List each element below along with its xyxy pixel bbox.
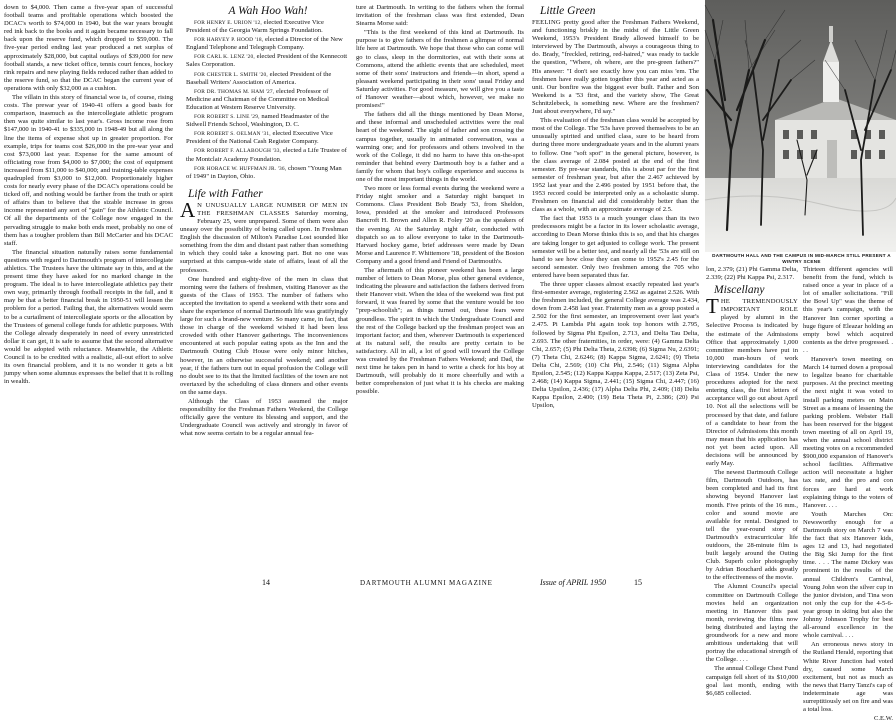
article-column-2	[180, 4, 348, 572]
lead-in: FEELING	[532, 19, 561, 26]
article-paragraph: One hundred and eighty-five of the men in class that morning were the fathers of freshmen, visiting Hanover as the guests of the Class of 1953. The number of fathers who accepted the invitation to spend a weekend with their sons and share the experience of normal Dartmouth life was gratifyingly large for such a brand-new venture. So many came, in fact, that those in charge of the weekend wished it had been less crowded with other Hanover gatherings. The inconveniences encountered at such popular eating spots as the Inn and the Dartmouth Outing Club House were only minor hitches, however, in an otherwise successful weekend; and another year, if the fathers turn out in equal profusion the College will no doubt see to its that the limited facilities of the town are not overtaxed by the scheduling of class dinners and other events on the same days.	[180, 275, 348, 396]
article-paragraph: The fathers did all the things mentioned by Dean Morse, and these informal and unscheduled activities were the real heart of the weekend. The sight of father and son crossing the campus together, usually in animated conversation, was a warming one; and for professors and others involved in the work of the College, it did no harm to have this on-the-spot reminder that behind every Dartmouth boy is a father and a family for whom that boy's college experience and success is one of the most important things in the world.	[356, 111, 524, 183]
issue-date: Issue of APRIL 1950	[540, 578, 607, 587]
wahoo-item-text: elected Professor of Medicine and Chairman of the Committee on Medical Education at Western Reserve University.	[186, 87, 330, 111]
wahoo-item-text: elected a Life Trustee of the Montclair Academy Foundation.	[186, 147, 347, 163]
article-column-6	[803, 266, 893, 723]
lead-in: N UNUSUALLY LARGE NUMBER OF MEN IN THE FRESHMAN CLASSES	[197, 201, 348, 217]
dartmouth-hall-image	[705, 0, 896, 252]
author-signature: C.E.W.	[874, 715, 893, 723]
wahoo-item	[180, 36, 348, 52]
wahoo-item-honoree: FOR ROBERT S. OELMAN '31,	[194, 131, 271, 138]
wahoo-item-text: named Headmaster of the Sidwell Friends School, Washington, D. C.	[186, 113, 329, 129]
wahoo-item-honoree: FOR DR. THOMAS M. HAM '27,	[194, 88, 275, 95]
drop-cap: A	[180, 197, 196, 222]
life-with-father-heading: Life with Father	[188, 187, 263, 200]
little-green-heading: Little Green	[540, 5, 596, 17]
article-column-5	[706, 266, 798, 697]
wahoo-section	[180, 4, 348, 181]
article-paragraph: "This is the first weekend of this kind at Dartmouth. Its purpose is to give fathers of the freshmen a glimpse of normal life here at Dartmouth. We hope that those who can come will go to class, sleep in the dormitories, eat with their sons at Commons, attend the athletic events that are scheduled, meet some of their sons' instructors and friends—in short, spend a pleasant weekend participating in their sons' usual Friday and Saturday activities. For good measure, we will give you a taste of Hanover weather—about which, however, we make no promises!"	[356, 29, 524, 110]
magazine-title: DARTMOUTH ALUMNI MAGAZINE	[360, 579, 493, 587]
article-paragraph: The annual College Chest Fund campaign fell short of its $10,000 goal last month, ending with $6,685 collected.	[706, 665, 798, 697]
page-number-left: 14	[262, 578, 270, 587]
article-paragraph: The fact that 1953 is a much younger class than its two predecessors might be a factor in its lower scholastic average, according to Dean Morse thinks this is so, and that his charges are taking longer to get adjusted to college work. The present semester will be a better test, and nearly all the '53s are still on hand to see how close they can come to 1952's 2.45 for the second semester. Only two freshmen among the 705 who entered have been separated thus far.	[532, 215, 699, 279]
article-column-4	[532, 4, 699, 572]
article-paragraph: ture at Dartmouth. In writing to the fathers when the formal invitation of the freshman class was first extended, Dean Stearns Morse said:	[356, 4, 524, 28]
wahoo-item-honoree: FOR CHESTER L. SMITH '20,	[194, 71, 268, 78]
wahoo-item	[180, 53, 348, 69]
article-paragraph: lon, 2.379; (21) Phi Gamma Delta, 2.339; (22) Phi Kappa Psi, 2.317.	[706, 266, 798, 282]
wahoo-heading: A Wah Hoo Wah!	[228, 5, 308, 17]
campus-photo	[705, 0, 896, 252]
article-paragraph: The financial situation naturally raises some fundamental questions with regard to Dartmouth's program of intercollegiate athletics. The Trustees have the ultimate say in this, and at the present time they have asked for no marked change in the program. The ideal is to have intercollegiate athletics pay their own way, primarily through football receipts in the fall, and it may be that a better financial break in 1950-51 will lessen the problem for a period. Failing that, the alternatives would seem to be a curtailment of intercollegiate sports or the allocation by the Trustees of general college funds for athletic purposes. With the College already desperately in need of every unrestricted dollar it can get, it is safe to assume that the second alternative would be adopted with reluctance. Meanwhile, the Athletic Council is to be credited with a realistic, all-out effort to solve its own financial problem, and it is no wonder it gets a bit jumpy when some alumnus expresses the belief that it is rolling in wealth.	[4, 248, 173, 386]
life-with-father-section	[180, 187, 348, 439]
lead-in: HE TREMENDOUSLY IMPORTANT ROLE	[720, 298, 798, 314]
wahoo-item	[180, 19, 348, 35]
article-paragraph: The aftermath of this pioneer weekend has been a large number of letters to Dean Morse, plus other general evidence, indicating the pleasure and satisfaction the fathers derived from their Hanover visit. When the idea of the weekend was first put forward, it was feared by some that the venture would be too "prep-schoolish"; as things turned out, these fears were groundless. The spirit in which the Undergraduate Council and the rest of the College backed up the freshman project was an important factor; and then, wherever Dartmouth is experienced at its natural self, the results are pretty certain to be satisfactory. All in all, a lot of good will toward the College was created by the Freshman Fathers Weekend; and Dad, the next time he takes pen in hand to write a check for his boy at Dartmouth, will probably do it more cheerfully and with a better comprehension of just what it is his checks are making possible.	[356, 267, 524, 396]
article-paragraph: down to $4,000. Then came a five-year span of successful football teams and profitable operations which boosted the DCAC's worth to $74,000 in 1940, but the war years brought red ink back to the books and it again became necessary to fall back upon the reserve fund, which dropped to $59,000. The five-year period ending last year produced a net surplus of approximately $28,000, but capital outlays of $39,000 for new football stands, a new ticket office, tennis court fences, hockey rink repairs and new playing fields reduced rather than added to the reserve fund, so that the DCAC began the current year of operations with only $32,000 as a cushion.	[4, 4, 173, 92]
miscellany-heading: Miscellany	[714, 284, 765, 297]
article-column-3	[356, 4, 524, 572]
wahoo-item	[180, 113, 348, 129]
article-paragraph: The three upper classes almost exactly repeated last year's first-semester average, registering 2.562 as against 2.526. With the freshmen included, the general College average was 2.434, down from 2.458 last year. Fraternity men as a group posted a 2.502 for the first semester, an improvement over last year's 2.475. Pi Lambda Phi again took top honors with 2.795, followed by Sigma Phi Epsilon, 2.713, and Delta Tau Delta, 2.693. The other fraternities, in order, were: (4) Gamma Delta Chi, 2.657; (5) Phi Delta Theta, 2.6398; (6) Sigma Nu, 2.6391; (7) Theta Chi, 2.6246; (8) Kappa Sigma, 2.6241; (9) Theta Delta Chi, 2.569; (10) Chi Phi, 2.546; (11) Sigma Alpha Epsilon, 2.545; (12) Kappa Kappa Kappa, 2.517; (13) Zeta Psi, 2.468; (14) Kappa Sigma, 2.441; (15) Sigma Chi, 2.447; (16) Delta Upsilon, 2.436; (17) Alpha Delta Phi, 2.409; (18) Delta Kappa Epsilon, 2.400; (19) Beta Theta Pi, 2.386; (20) Psi Upsilon,	[532, 281, 699, 410]
wahoo-item	[180, 71, 348, 87]
article-paragraph: Youth Marches On: Newsworthy enough for a Dartmouth story on March 7 was the fact that six Hanover kids, ages 12 and 13, had negotiated the Big Ski Jump for the first time. . . . The name Dickey was prominent in the results of the annual Children's Carnival, Young John won the silver cup in the junior division, and Tina won not only the cup for the 4-5-6-year group in skiing but also the Johnny Johnson Trophy for best all-around excellence in the whole carnival. . . .	[803, 510, 893, 640]
photo-caption: DARTMOUTH HALL AND THE CAMPUS IN MID-MARCH STILL PRESENT A WINTRY SCENE	[712, 253, 891, 264]
article-paragraph: THE TREMENDOUSLY IMPORTANT ROLE played by alumni in the Selective Process is indicated by the estimate of the Admissions Office that approximately 1,000 committee members have put in 10,000 man-hours of work interviewing candidates for the Class of 1954. Under the new procedures adopted for the next entering class, the first letters of acceptance will go out about April 10. Not all the selections will be processed by that date, and failure of a candidate to hear from the Director of Admissions this month may mean that his application has not yet been acted upon. All decisions will be announced by early May.	[706, 294, 798, 468]
wahoo-item-text: elected Executive Vice President of the National Cash Register Company.	[186, 130, 333, 146]
wahoo-item	[180, 130, 348, 146]
wahoo-item-text: elected President of the Baseball Writers' Association of America.	[186, 70, 332, 86]
article-paragraph: Hanover's town meeting on March 14 turned down a proposal to legalize beano for charitable purposes. At the precinct meeting the next night it was voted to install parking meters on Main Street as a means of lessening the parking problem. Webster Hall has been reserved for the biggest town meeting of all on April 19, when the annual school district meeting votes on a recommended $900,000 expansion of Hanover's school facilities. Affirmative action will necessitate a higher tax rate, and the pro and con forces are hard at work explaining things to the voters of Hanover. . . .	[803, 356, 893, 509]
article-paragraph: Two more or less formal events during the weekend were a Friday night smoker and a Saturday night banquet in Commons. Class President Bob Brady '53, from Sheldon, Iowa, presided at the smoker and introduced Professors Bancroft H. Brown and Allen R. Foley '20 as the speakers of the evening. At the Saturday night affair, conducted with dispatch so as to allow everyone to take in the Dartmouth-Harvard hockey game, brief addresses were made by Dean Morse and Laurence F. Whittemore '18, president of the Boston Company and a good friend and Friend of Dartmouth's.	[356, 185, 524, 265]
page-number-right: 15	[634, 578, 642, 587]
wahoo-item-text: elected Executive Vice President of the Georgia Warm Springs Foundation.	[186, 19, 324, 35]
article-column-1	[4, 4, 173, 572]
wahoo-list	[180, 19, 348, 181]
wahoo-item-honoree: FOR CARL K. LENZ '20,	[194, 54, 255, 61]
drop-cap: T	[706, 294, 719, 319]
article-paragraph: This evaluation of the freshman class would be accepted by most of the College. The '53s have proved themselves to be an unusually spirited and unified class, sure to be heard from during three more undergraduate years and in the alumni years to follow. One "soft spot" in the general picture, however, is the class average of 2.084 posted at the end of the first semester. By pre-war standards, this is about par for the first semester of freshman year, but after the 2.467 achieved by 1952 last year and the 2.496 posted by 1951 before that, the 1953 record could be interpreted only as a scholastic slump. Freshmen on financial aid did considerably better than the class as a whole, with an approximate average of 2.5.	[532, 117, 699, 214]
wahoo-item	[180, 88, 348, 112]
article-paragraph: Although the Class of 1953 assumed the major responsibility for the Freshman Fathers Weekend, the College officially gave the venture its blessing and support, and the Undergraduate Council was actively and strongly in favor of what now seems certain to be a regular annual fea-	[180, 398, 348, 438]
article-paragraph: The newest Dartmouth College film, Dartmouth Outdoors, has been completed and had its first showing beyond Hanover last month. Five prints of the 16 mm., color and sound movie are available for rental. Designed to tell the year-round story of Dartmouth's extracurricular life outdoors, the 28-minute film is built largely around the Outing Club. Superb color photography by Adrian Bouchard adds greatly to the effectiveness of the movie.	[706, 469, 798, 582]
wahoo-item-honoree: FOR ROBERT S. LINE '29,	[194, 114, 260, 121]
wahoo-item-honoree: FOR HORACE W. HUFFMAN JR. '36,	[194, 165, 287, 172]
wahoo-item-honoree: FOR HARVEY P. HOOD '18,	[194, 37, 264, 44]
wahoo-item-text: elected President of the Kennecott Sales Corporation.	[186, 53, 348, 69]
wahoo-item-honoree: FOR HENRY E. URION '12,	[194, 20, 262, 26]
article-paragraph: An erroneous news story in the Rutland Herald, reporting that White River Junction had voted dry, caused some March excitement, but not as much as the news that Harry Tanzi's cap of indeterminate age was surreptitiously set on fire and was a total loss.	[803, 641, 893, 714]
wahoo-item	[180, 165, 348, 181]
article-paragraph: The Alumni Council's special committee on Dartmouth College movies held an organization meeting in Hanover this past month, reviewing the films now being distributed and laying the groundwork for a new and more ambitious undertaking that will portray the educational strength of the College. . . .	[706, 583, 798, 664]
article-paragraph: Thirteen different agencies will benefit from the fund, which is raised once a year in place of a lot of smaller solicitations. "Fill the Bowl Up" was the theme of this year's campaign, with the Hanover Inn corner sporting a huge figure of Eleazar holding an empty bowl which acquired contents as the drive progressed. . . .	[803, 266, 893, 354]
article-paragraph: A N UNUSUALLY LARGE NUMBER OF MEN IN THE FRESHMAN CLASSES Saturday morning, February 25, were unprepared. Some of them were also uneasy over the possibility of being called upon. In Freshman English the discussion of Milton's Paradise Lost sounded like something from the dim and distant past rather than something in which they could take a knowing part. But no one was surprised at this campus-wide state of affairs, least of all the professors.	[180, 197, 348, 274]
wahoo-item	[180, 147, 348, 163]
wahoo-item-text: elected a Director of the New England Telephone and Telegraph Company.	[186, 36, 343, 52]
article-paragraph: FEELING pretty good after the Freshman Fathers Weekend, and functioning briskly in the midst of the Little Green Weekend, 1953's President Brady allowed himself to be interviewed by The Dartmouth, always a courageous thing to do. Brady, "freckled, retiring, red-haired," was ready to tackle the question, "Where, oh where, are the pre-green fathers?" His answer: "I don't see exactly how you can miss 'em. The freshmen have really gotten together this year and acted as a unit. Our bonfire was the biggest ever built. Father and Son Weekend is a '53 first, and the variety show, The Great Schnitzlebeck, is something new. Where are the freshmen? Just about everywhere, I'd say."	[532, 19, 699, 116]
article-paragraph: The villain in this story of financial woe is, of course, rising costs. The prewar year of 1940-41 offers a good basis for comparison, inasmuch as the intercollegiate athletic program then was quite similar to last year's. Gross income rose from $147,000 in 1940-41 to $335,000 in 1948-49 but all along the line the items of expense shot up in greater proportion. For example, trips for teams cost $26,000 in the pre-war year and cost $73,000 last year. Expense for the same amount of officiating rose from $4,000 to $7,000; the cost of equipment increased from $11,000 to $40,000; and training-table expenses quadrupled from $3,000 to $12,000. Proportionately higher costs for nearly every phase of the DCAC's operations could be ticked off, and nothing would be farther from the truth or spirit of affairs than to believe that the sizable increase in gross income represented any sort of "gain" for the Athletic Council. Of all the departments of the College now engaged in the pervading struggle to make both ends meet, probably no one of them has a tougher problem than Bill McCarter and his DCAC staff.	[4, 94, 173, 247]
wahoo-item-text: chosen "Young Man of 1949" in Dayton, Ohio.	[186, 164, 342, 180]
wahoo-item-honoree: FOR ROBERT F. ALLABOUGH '33,	[194, 148, 282, 155]
